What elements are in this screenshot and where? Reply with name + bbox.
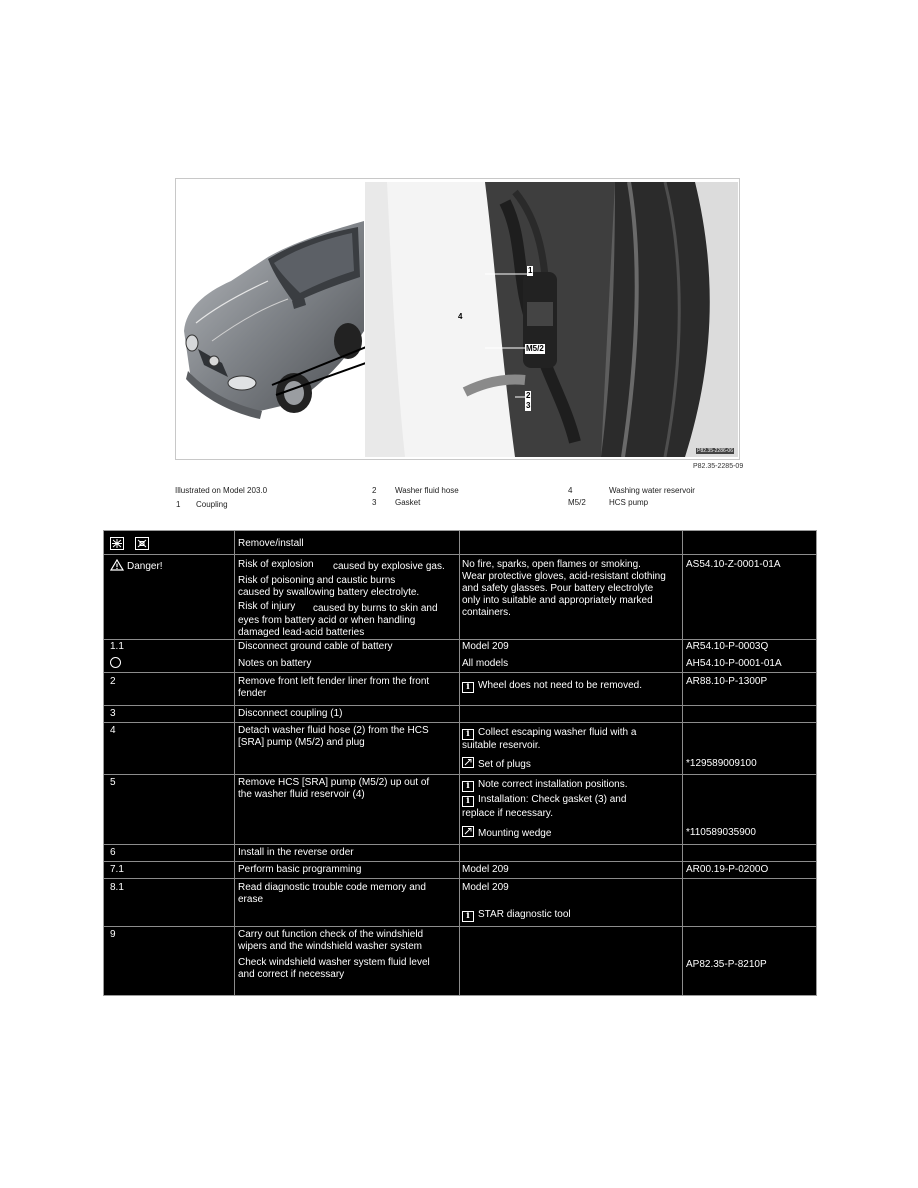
danger-label: Danger! bbox=[127, 561, 163, 572]
vehicle-overview-image bbox=[176, 181, 366, 459]
procedure-table bbox=[103, 530, 817, 996]
header-title: Remove/install bbox=[238, 538, 304, 549]
danger-measure-4: only into suitable and appropriately marked bbox=[462, 595, 653, 606]
battery-note-cell bbox=[110, 657, 121, 671]
note-5-line3: replace if necessary. bbox=[462, 808, 553, 819]
legend-num-3: 3 bbox=[372, 498, 377, 507]
danger-cell bbox=[110, 559, 163, 573]
ref-notes-battery[interactable]: AH54.10-P-0001-01A bbox=[686, 658, 782, 669]
info-icon: i bbox=[462, 682, 474, 693]
action-5-line1: Remove HCS [SRA] pump (M5/2) up out of bbox=[238, 777, 430, 788]
risk-explosion-cause: caused by explosive gas. bbox=[333, 561, 445, 572]
action-4-line1: Detach washer fluid hose (2) from the HCS bbox=[238, 725, 429, 736]
step-8-1: 8.1 bbox=[110, 882, 124, 893]
ref-4[interactable]: *129589009100 bbox=[686, 758, 757, 769]
action-9-line2: wipers and the windshield washer system bbox=[238, 941, 422, 952]
callout-1: 1 bbox=[528, 266, 533, 275]
step-4: 4 bbox=[110, 725, 116, 736]
note-5-tool: Mounting wedge bbox=[462, 826, 551, 840]
action-5-line2: the washer fluid reservoir (4) bbox=[238, 789, 365, 800]
danger-measure-1: No fire, sparks, open flames or smoking. bbox=[462, 559, 641, 570]
note-2: i Wheel does not need to be removed. bbox=[462, 680, 642, 693]
legend-num-4: 4 bbox=[568, 486, 573, 495]
legend-label-gasket: Gasket bbox=[395, 498, 421, 507]
special-tool-icon bbox=[462, 826, 474, 837]
ref-1-1[interactable]: AR54.10-P-0003Q bbox=[686, 641, 769, 652]
step-5: 5 bbox=[110, 777, 116, 788]
callout-4: 4 bbox=[458, 312, 463, 321]
ref-9[interactable]: AP82.35-P-8210P bbox=[686, 959, 767, 970]
ref-5[interactable]: *110589035900 bbox=[686, 827, 756, 838]
note-4-line1: i Collect escaping washer fluid with a bbox=[462, 727, 636, 740]
step-9: 9 bbox=[110, 929, 116, 940]
note-5-line2: i Installation: Check gasket (3) and bbox=[462, 794, 626, 807]
note-4-tool: Set of plugs bbox=[462, 757, 531, 771]
header-icons bbox=[110, 537, 157, 552]
action-4-line2: [SRA] pump (M5/2) and plug bbox=[238, 737, 365, 748]
legend-label-coupling: Coupling bbox=[196, 500, 228, 509]
action-2-line2: fender bbox=[238, 688, 267, 699]
danger-measure-5: containers. bbox=[462, 607, 511, 618]
risk-poisoning: Risk of poisoning and caustic burns bbox=[238, 575, 396, 586]
note-5-line1: i Note correct installation positions. bbox=[462, 779, 628, 792]
callout-3: 3 bbox=[526, 401, 531, 410]
legend-num-2: 2 bbox=[372, 486, 377, 495]
risk-injury-line3: damaged lead-acid batteries bbox=[238, 627, 365, 638]
note-8-1-model: Model 209 bbox=[462, 882, 509, 893]
note-all-models: All models bbox=[462, 658, 509, 669]
warning-icon bbox=[110, 559, 124, 571]
note-4-line2: suitable reservoir. bbox=[462, 740, 541, 751]
danger-measure-3: and safety glasses. Pour battery electrolyte bbox=[462, 583, 654, 594]
detail-photo bbox=[365, 182, 738, 457]
figure-reference: P82.35-2285-09 bbox=[693, 463, 744, 470]
special-tool-icon bbox=[462, 757, 474, 768]
action-9-line1: Carry out function check of the windshield bbox=[238, 929, 424, 940]
action-8-1-line2: erase bbox=[238, 894, 264, 905]
action-8-1-line1: Read diagnostic trouble code memory and bbox=[238, 882, 426, 893]
risk-poisoning-cause: caused by swallowing battery electrolyte. bbox=[238, 587, 420, 598]
ref-2[interactable]: AR88.10-P-1300P bbox=[686, 676, 768, 687]
callout-2: 2 bbox=[526, 391, 531, 400]
action-9-line3: Check windshield washer system fluid level bbox=[238, 957, 430, 968]
legend-num-m5-2: M5/2 bbox=[568, 498, 586, 507]
action-6: Install in the reverse order bbox=[238, 847, 354, 858]
info-icon: i bbox=[462, 781, 474, 792]
info-icon: i bbox=[462, 796, 474, 807]
risk-injury-cause: caused by burns to skin and bbox=[313, 603, 438, 614]
danger-ref[interactable]: AS54.10-Z-0001-01A bbox=[686, 559, 781, 570]
risk-injury-line2: eyes from battery acid or when handling bbox=[238, 615, 416, 626]
action-2-line1: Remove front left fender liner from the front bbox=[238, 676, 430, 687]
callout-m5-2: M5/2 bbox=[526, 344, 544, 353]
action-1-1: Disconnect ground cable of battery bbox=[238, 641, 393, 652]
install-icon bbox=[135, 537, 149, 550]
danger-measure-2: Wear protective gloves, acid-resistant clothing bbox=[462, 571, 666, 582]
action-notes-battery: Notes on battery bbox=[238, 658, 312, 669]
risk-injury: Risk of injury bbox=[238, 601, 296, 612]
step-7-1: 7.1 bbox=[110, 864, 124, 875]
step-1-1: 1.1 bbox=[110, 641, 124, 652]
note-7-1: Model 209 bbox=[462, 864, 509, 875]
illustration bbox=[175, 178, 740, 460]
step-3: 3 bbox=[110, 708, 116, 719]
action-9-line4: and correct if necessary bbox=[238, 969, 345, 980]
note-1-1: Model 209 bbox=[462, 641, 509, 652]
legend-label-washer-hose: Washer fluid hose bbox=[395, 486, 459, 495]
notes-icon bbox=[110, 657, 121, 668]
note-8-1-tool: i STAR diagnostic tool bbox=[462, 909, 571, 922]
legend-num-1: 1 bbox=[176, 500, 181, 509]
legend-model-note: Illustrated on Model 203.0 bbox=[175, 486, 268, 495]
legend-label-hcs-pump: HCS pump bbox=[609, 498, 649, 507]
legend-label-reservoir: Washing water reservoir bbox=[609, 486, 695, 495]
info-icon: i bbox=[462, 911, 474, 922]
risk-explosion: Risk of explosion bbox=[238, 559, 314, 570]
action-3: Disconnect coupling (1) bbox=[238, 708, 343, 719]
photo-code: P82.35-2286-06 bbox=[697, 448, 733, 454]
step-2: 2 bbox=[110, 676, 116, 687]
action-7-1: Perform basic programming bbox=[238, 864, 362, 875]
step-6: 6 bbox=[110, 847, 116, 858]
remove-icon bbox=[110, 537, 124, 550]
info-icon: i bbox=[462, 729, 474, 740]
ref-7-1[interactable]: AR00.19-P-0200O bbox=[686, 864, 769, 875]
